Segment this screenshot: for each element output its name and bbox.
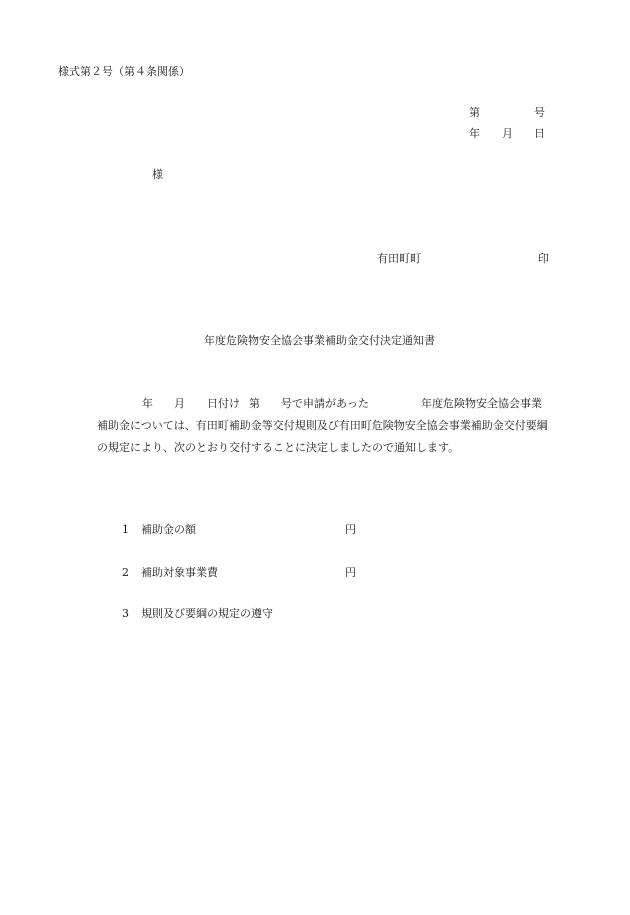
item-unit: 円 [345,566,356,579]
document-number-suffix: 号 [534,106,545,119]
date-month-label: 月 [502,127,513,140]
addressee-honorific: 様 [152,168,163,181]
seal-mark: 印 [538,252,549,265]
body-year-label: 年 [142,397,153,410]
item-number: 2 [122,566,129,579]
item-label: 補助対象事業費 [141,566,218,579]
sender-name: 有田町町 [377,252,421,265]
document-title: 年度危険物安全協会事業補助金交付決定通知書 [204,334,435,347]
document-number-prefix: 第 [469,106,480,119]
body-line-2: 補助金については、有田町補助金等交付規則及び有田町危険物安全協会事業補助金交付要綱 [97,419,548,432]
item-number: 3 [122,607,129,620]
body-program-name: 年度危険物安全協会事業 [421,397,542,410]
item-number: 1 [122,523,129,536]
body-applied-text: 号で申請があった [281,397,369,410]
date-day-label: 日 [534,127,545,140]
body-line-3: の規定により、次のとおり交付することに決定しましたので通知します。 [97,441,460,454]
item-unit: 円 [345,523,356,536]
body-dated-label: 日付け [207,397,240,410]
item-label: 規則及び要綱の規定の遵守 [141,607,273,620]
date-year-label: 年 [469,127,480,140]
body-number-prefix: 第 [249,397,260,410]
form-identifier: 様式第２号（第４条関係） [58,65,190,78]
body-month-label: 月 [174,397,185,410]
item-label: 補助金の額 [141,523,196,536]
